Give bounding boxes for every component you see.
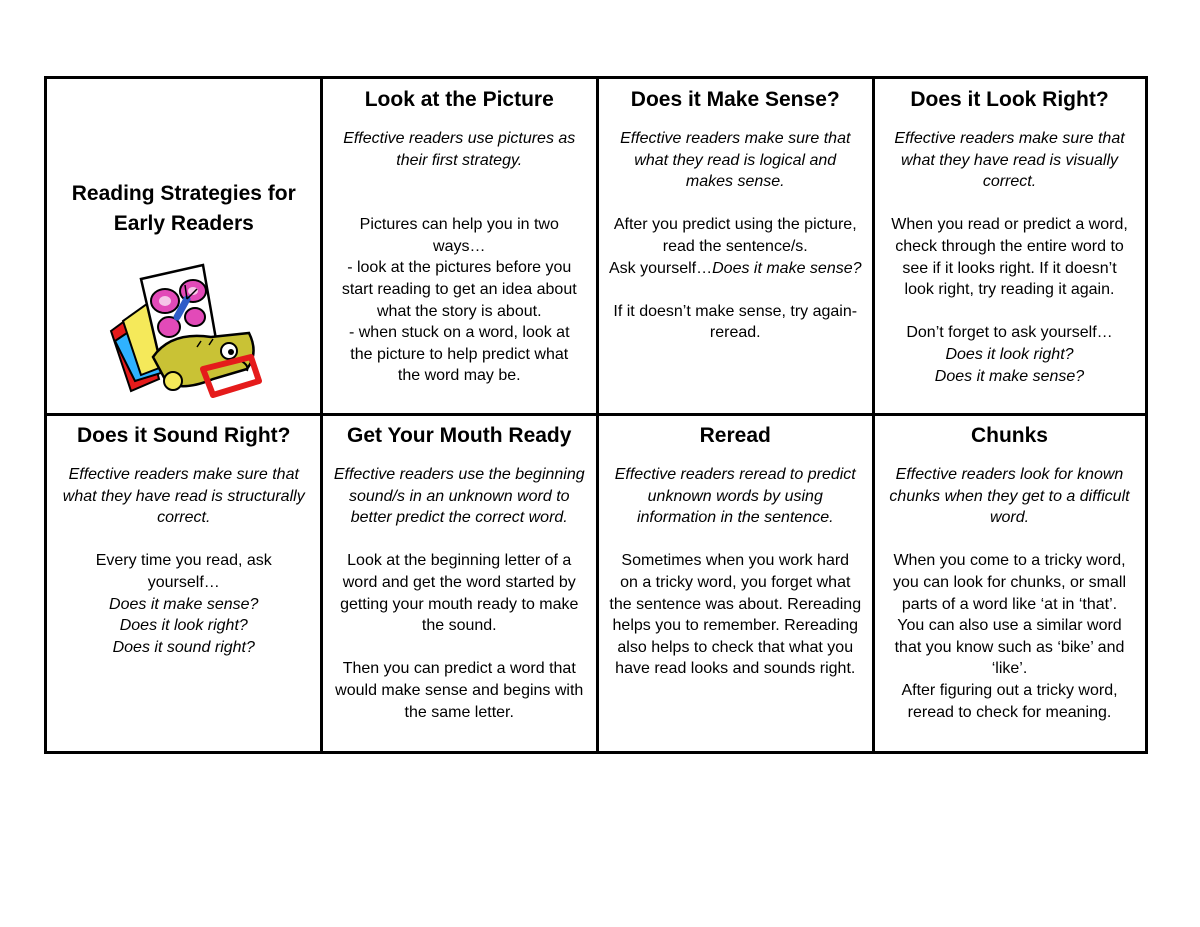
body-line: getting your mouth ready to make	[340, 595, 579, 613]
body-line: look right, try reading it again.	[904, 281, 1115, 299]
strategy-look-at-picture	[320, 76, 599, 416]
intro-line: Effective readers use pictures as	[343, 130, 576, 147]
intro-line: Effective readers make sure that	[68, 466, 299, 483]
strategy-look-right	[872, 76, 1148, 416]
body-line: - look at the pictures before you	[347, 259, 572, 277]
strategy-intro	[328, 128, 591, 171]
body-line: word and get the word started by	[342, 573, 576, 591]
question-line: Does it make sense?	[934, 367, 1085, 385]
strategy-reread	[596, 413, 875, 754]
question-line: Does it sound right?	[112, 638, 255, 656]
intro-line: Effective readers use the beginning	[333, 466, 585, 483]
strategy-mouth-ready	[320, 413, 599, 754]
ask-question: Does it make sense?	[712, 259, 862, 277]
body-line: helps you to remember. Rereading	[612, 617, 858, 635]
strategy-title: Chunks	[970, 424, 1048, 447]
page-title	[53, 179, 315, 239]
strategy-body	[880, 550, 1139, 723]
body-line: ways…	[433, 237, 486, 255]
body-line: the word may be.	[397, 367, 521, 385]
intro-line: their first strategy.	[396, 151, 523, 169]
intro-line: Effective readers make sure that	[620, 130, 851, 147]
strategy-grid	[44, 76, 1148, 754]
intro-line: what they have read is visually	[901, 151, 1118, 169]
picture-book-icon	[101, 261, 263, 401]
intro-line: Effective readers reread to predict	[614, 466, 856, 483]
body-line: reread to check for meaning.	[907, 703, 1112, 721]
body-line: Sometimes when you work hard	[621, 552, 850, 570]
body-line: that you know such as ‘bike’ and	[894, 638, 1125, 656]
strategy-sound-right	[44, 413, 323, 754]
body-line: see if it looks right. If it doesn’t	[902, 259, 1117, 277]
strategy-intro	[880, 128, 1139, 193]
body-line: After figuring out a tricky word,	[901, 681, 1118, 699]
strategy-intro	[604, 464, 867, 529]
intro-line: Effective readers make sure that	[894, 130, 1125, 147]
body-line: Look at the beginning letter of a	[347, 552, 572, 570]
intro-line: what they read is logical and	[634, 151, 837, 169]
body-line: Pictures can help you in two	[359, 216, 559, 234]
body-line: the sound.	[421, 617, 497, 635]
intro-line: correct.	[982, 173, 1037, 191]
strategy-body	[604, 214, 867, 279]
strategy-title: Look at the Picture	[364, 88, 554, 111]
body-line: would make sense and begins with	[335, 681, 584, 699]
strategy-intro	[880, 464, 1139, 529]
page-title-line-2: Early Readers	[113, 212, 254, 235]
body-line: reread.	[709, 324, 761, 342]
body-line: the same letter.	[404, 703, 514, 721]
strategy-make-sense	[596, 76, 875, 416]
strategy-body	[328, 658, 591, 723]
title-cell	[44, 76, 323, 416]
body-line: also helps to check that what you	[617, 638, 854, 656]
body-line: you can look for chunks, or small	[893, 573, 1126, 591]
body-line: When you read or predict a word,	[891, 216, 1128, 234]
strategy-title: Reread	[699, 424, 771, 447]
intro-line: unknown words by using	[647, 487, 823, 505]
question-line: Does it look right?	[945, 345, 1074, 363]
body-line: Every time you read, ask	[95, 552, 272, 570]
strategy-title: Get Your Mouth Ready	[347, 424, 572, 447]
body-line: yourself…	[147, 573, 220, 591]
body-line: what the story is about.	[376, 302, 542, 320]
body-line: the picture to help predict what	[350, 345, 569, 363]
strategy-body	[604, 550, 867, 680]
intro-line: better predict the correct word.	[350, 509, 568, 527]
intro-line: chunks when they get to a difficult	[889, 487, 1130, 505]
strategy-title: Does it Sound Right?	[77, 424, 291, 447]
strategy-intro	[328, 464, 591, 529]
strategy-body	[880, 214, 1139, 300]
strategy-title: Does it Make Sense?	[630, 88, 840, 111]
intro-line: what they have read is structurally	[62, 487, 305, 505]
ask-prefix: Ask yourself…	[608, 259, 713, 277]
strategy-body	[328, 214, 591, 387]
intro-line: information in the sentence.	[636, 509, 834, 527]
body-line: If it doesn’t make sense, try again-	[613, 302, 858, 320]
body-line: You can also use a similar word	[897, 617, 1122, 635]
body-line: After you predict using the picture,	[613, 216, 857, 234]
body-line: Don’t forget to ask yourself…	[906, 324, 1113, 342]
question-line: Does it look right?	[119, 617, 248, 635]
body-line: have read looks and sounds right.	[615, 660, 856, 678]
intro-line: sound/s in an unknown word to	[348, 487, 570, 505]
intro-line: word.	[989, 509, 1030, 527]
body-line: on a tricky word, you forget what	[620, 573, 851, 591]
body-line: start reading to get an idea about	[341, 280, 577, 298]
body-line: ‘like’.	[991, 660, 1028, 678]
body-line: - when stuck on a word, look at	[348, 324, 570, 342]
body-line: the sentence was about. Rereading	[609, 595, 862, 613]
strategy-body	[880, 322, 1139, 387]
body-line: When you come to a tricky word,	[893, 552, 1126, 570]
strategy-body	[328, 550, 591, 636]
intro-line: Effective readers look for known	[895, 466, 1124, 483]
body-line: check through the entire word to	[895, 237, 1124, 255]
strategy-body	[604, 301, 867, 344]
question-line: Does it make sense?	[109, 595, 259, 613]
intro-line: correct.	[157, 509, 211, 527]
body-line: parts of a word like ‘at in ‘that’.	[901, 595, 1118, 613]
body-line: read the sentence/s.	[662, 237, 808, 255]
body-line: Then you can predict a word that	[342, 660, 576, 678]
strategy-chunks	[872, 413, 1148, 754]
strategy-intro	[604, 128, 867, 193]
strategy-intro	[53, 464, 315, 529]
intro-line: makes sense.	[685, 173, 785, 191]
strategy-body	[53, 550, 315, 658]
strategy-title: Does it Look Right?	[910, 88, 1109, 111]
page-title-line-1: Reading Strategies for	[71, 182, 296, 205]
